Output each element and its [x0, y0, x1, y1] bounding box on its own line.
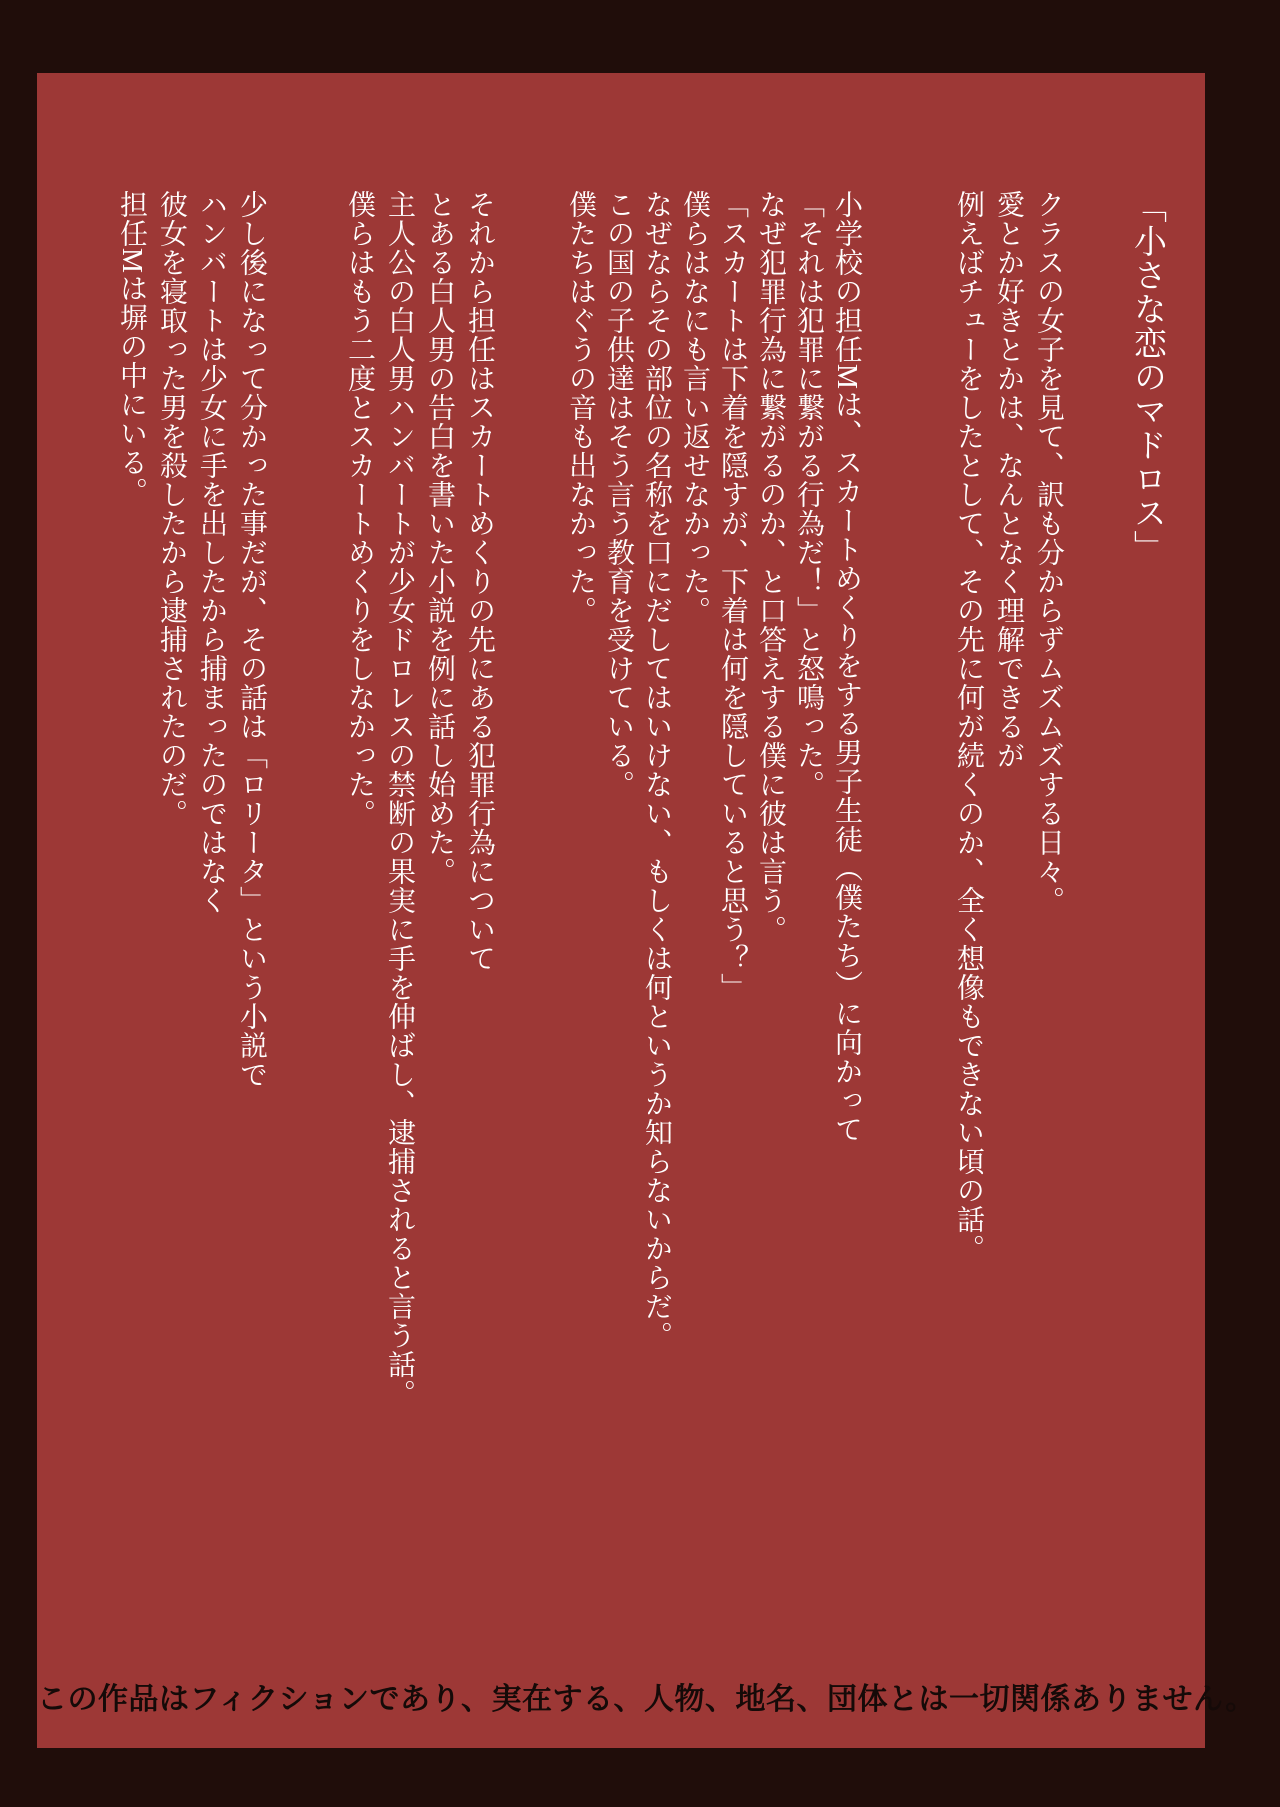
- story-column: 僕らはなにも言い返せなかった。: [679, 190, 710, 625]
- story-column: 主人公の白人男ハンバートが少女ドロレスの禁断の果実に手を伸ばし、逮捕されると言う話。: [384, 190, 415, 1408]
- fiction-disclaimer: この作品はフィクションであり、実在する、人物、地名、団体とは一切関係ありません。: [37, 1683, 1256, 1716]
- story-column: なぜならその部位の名称を口にだしてはいけない、もしくは何というか知らないからだ。: [641, 190, 672, 1350]
- story-column: 僕らはもう二度とスカートめくりをしなかった。: [344, 190, 375, 828]
- story-column: それから担任はスカートめくりの先にある犯罪行為について: [464, 190, 495, 973]
- story-column: とある白人男の告白を書いた小説を例に話し始めた。: [424, 190, 455, 886]
- story-column: 愛とか好きとかは、なんとなく理解できるが: [993, 190, 1024, 770]
- story-column: 「それは犯罪に繋がる行為だ！」と怒鳴った。: [793, 190, 824, 799]
- story-column: 彼女を寝取った男を殺したから逮捕されたのだ。: [156, 190, 187, 828]
- story-column: クラスの女子を見て、訳も分からずムズムズする日々。: [1033, 190, 1064, 915]
- story-column: 小学校の担任Mは、スカートめくりをする男子生徒（僕たち）に向かって: [831, 190, 862, 1144]
- story-column: 「スカートは下着を隠すが、下着は何を隠していると思う？」: [717, 190, 748, 1002]
- story-column: この国の子供達はそう言う教育を受けている。: [603, 190, 634, 799]
- story-column: ハンバートは少女に手を出したから捕まったのではなく: [196, 190, 227, 915]
- story-column: 例えばチューをしたとして、その先に何が続くのか、全く想像もできない頃の話。: [953, 190, 984, 1263]
- story-panel: [37, 73, 1256, 1748]
- story-column: 少し後になって分かった事だが、その話は「ロリータ」という小説で: [236, 190, 267, 1089]
- story-column: 担任Mは塀の中にいる。: [116, 190, 147, 506]
- story-title: 「小さな恋のマドロス」: [1129, 190, 1165, 564]
- vertical-story-text: [111, 73, 1205, 1673]
- story-column: なぜ犯罪行為に繋がるのか、と口答えする僕に彼は言う。: [755, 190, 786, 944]
- story-column: 僕たちはぐうの音も出なかった。: [565, 190, 596, 625]
